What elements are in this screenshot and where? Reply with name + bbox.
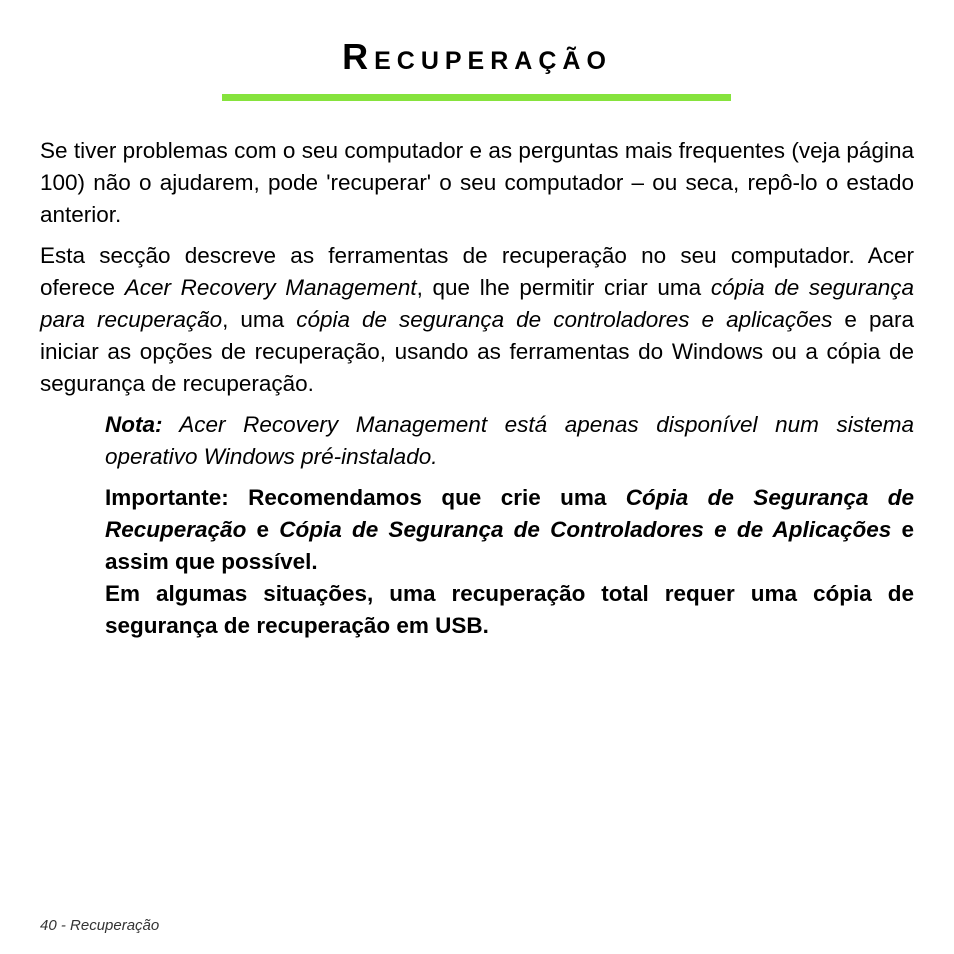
important-drivers-term: Cópia de Segurança de Controladores e de Aplicações bbox=[279, 517, 892, 542]
app-name: Acer Recovery Management bbox=[124, 275, 417, 300]
drivers-backup-term: cópia de segurança de controladores e aplicações bbox=[296, 307, 833, 332]
important-text-2: e bbox=[246, 517, 280, 542]
page-title: Recuperação bbox=[342, 36, 612, 77]
tools-text-1: Esta secção descreve as ferramentas de recuperação no seu computador. Acer oferece bbox=[40, 243, 914, 300]
page-footer: 40 - Recuperação bbox=[40, 917, 160, 934]
note-label: Nota: bbox=[105, 412, 163, 437]
intro-paragraph: Se tiver problemas com o seu computador e as perguntas mais frequentes (veja página 100) não o ajudarem, pode 'recuperar' o seu computador – ou seca, repô-lo o estado anterior. bbox=[40, 138, 914, 227]
tools-paragraph bbox=[40, 240, 914, 400]
important-paragraph bbox=[105, 482, 914, 578]
tools-text-3: , uma bbox=[222, 307, 297, 332]
title-underline bbox=[222, 94, 731, 101]
important-text-1: Importante: Recomendamos que crie uma bbox=[105, 485, 626, 510]
recovery-backup-term: cópia de segurança para recuperação bbox=[40, 275, 914, 332]
main-content bbox=[40, 135, 914, 651]
note-paragraph bbox=[105, 409, 914, 473]
important-recovery-term: Cópia de Segurança de Recuperação bbox=[105, 485, 914, 542]
tools-text-4: e para iniciar as opções de recuperação, usando as ferramentas do Windows ou a cópia de segurança de recuperação. bbox=[40, 307, 914, 396]
usb-paragraph: Em algumas situações, uma recuperação total requer uma cópia de segurança de recuperação em USB. bbox=[105, 581, 914, 638]
tools-text-2: , que lhe permitir criar uma bbox=[416, 275, 711, 300]
note-text: Acer Recovery Management está apenas disponível num sistema operativo Windows pré-instalado. bbox=[105, 412, 914, 469]
important-text-3: e assim que possível. bbox=[105, 517, 914, 574]
notes-block bbox=[105, 409, 914, 642]
